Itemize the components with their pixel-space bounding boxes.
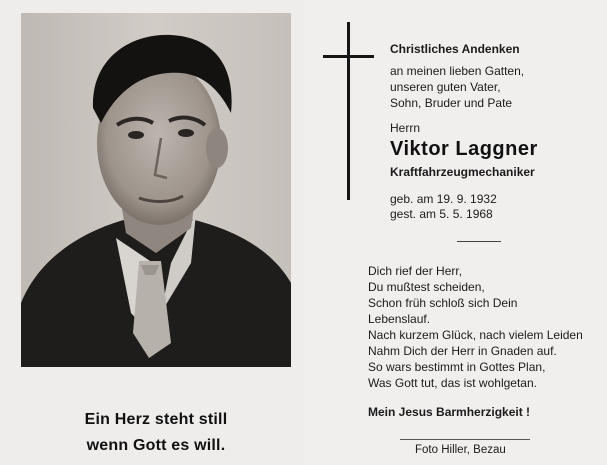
poem-line-2: Du mußtest scheiden,: [368, 280, 485, 294]
death-date: gest. am 5. 5. 1968: [390, 207, 493, 221]
caption-line-1: Ein Herz steht still: [84, 411, 228, 428]
cross-icon-horizontal: [323, 55, 374, 58]
poem-line-1: Dich rief der Herr,: [368, 264, 463, 278]
portrait-illustration: [21, 13, 291, 367]
caption-line-2: wenn Gott es will.: [86, 437, 226, 454]
separator-line: [457, 241, 501, 242]
dedication-line-1: an meinen lieben Gatten,: [390, 64, 525, 78]
portrait-photo: [21, 13, 291, 367]
poem-line-6: Nahm Dich der Herr in Gnaden auf.: [368, 344, 557, 358]
credit-separator-line: [400, 439, 530, 440]
poem-line-3: Schon früh schloß sich Dein: [368, 296, 518, 310]
prayer-line: Mein Jesus Barmherzigkeit !: [368, 405, 531, 419]
heading: Christliches Andenken: [390, 42, 520, 56]
poem-line-7: So wars bestimmt in Gottes Plan,: [368, 360, 546, 374]
occupation: Kraftfahrzeugmechaniker: [390, 165, 535, 179]
cross-icon-vertical: [347, 22, 350, 200]
photo-credit: Foto Hiller, Bezau: [415, 444, 506, 456]
salutation: Herrn: [390, 121, 421, 135]
dedication-line-2: unseren guten Vater,: [390, 80, 501, 94]
poem-line-8: Was Gott tut, das ist wohlgetan.: [368, 376, 537, 390]
dedication-line-3: Sohn, Bruder und Pate: [390, 96, 513, 110]
deceased-name: Viktor Laggner: [390, 138, 538, 160]
poem-line-5: Nach kurzem Glück, nach vielem Leiden: [368, 328, 583, 342]
poem-line-4: Lebenslauf.: [368, 312, 431, 326]
birth-date: geb. am 19. 9. 1932: [390, 192, 497, 206]
